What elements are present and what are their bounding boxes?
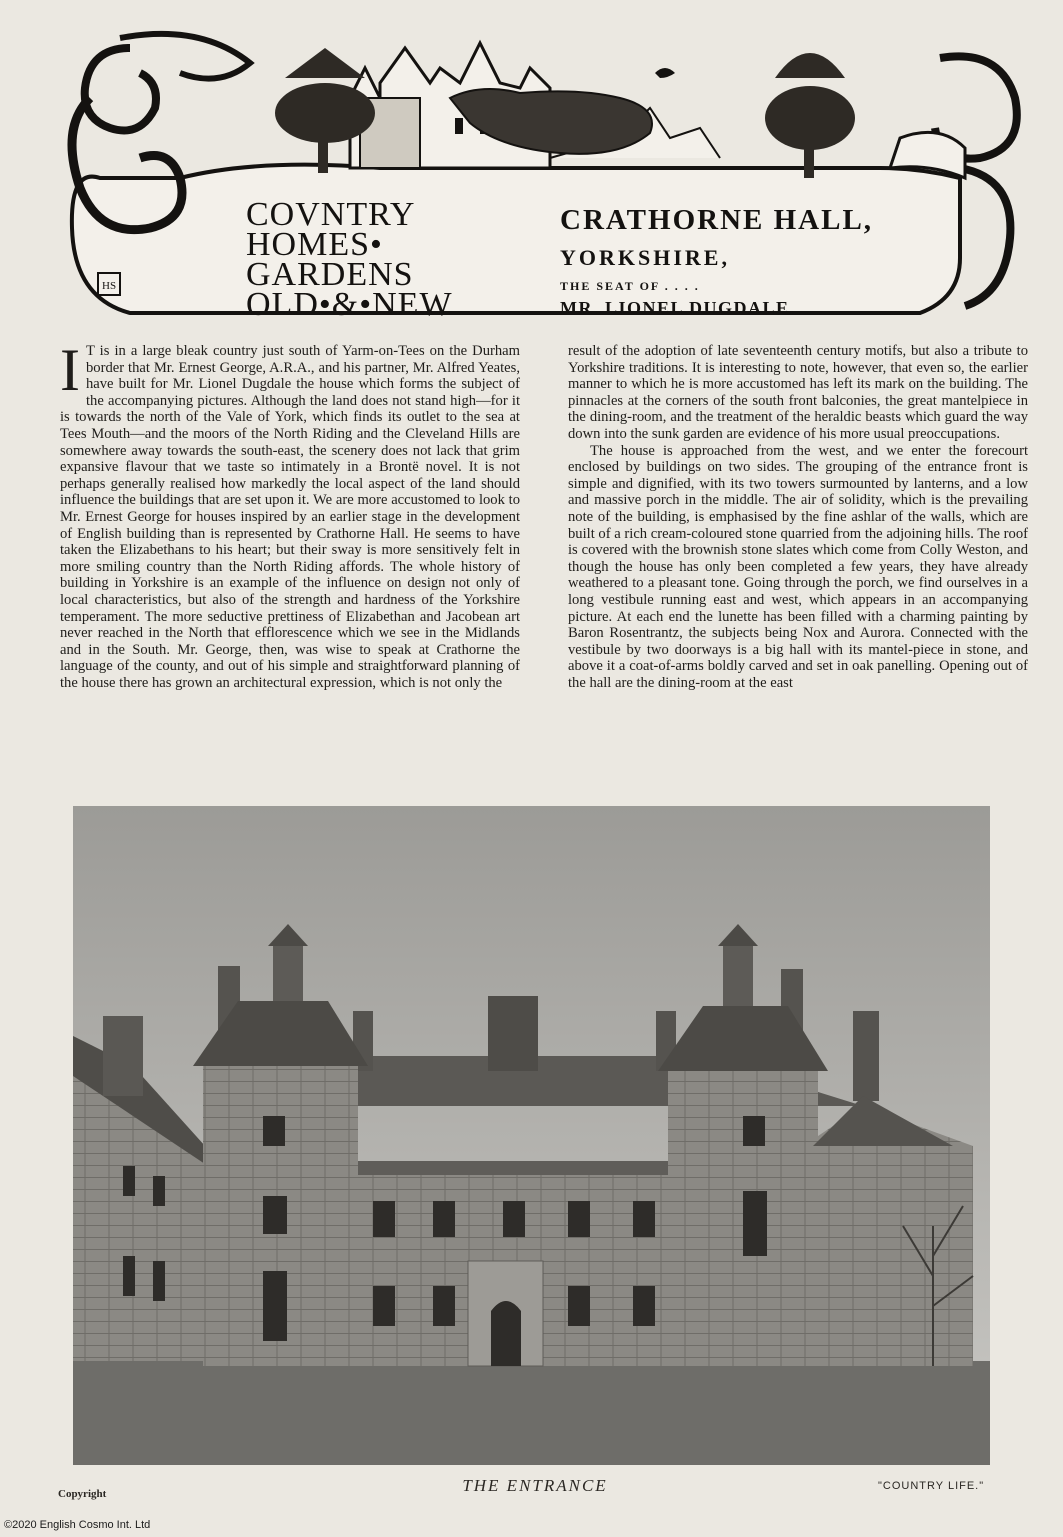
paragraph: The house is approached from the west, and we enter the forecourt enclosed by buildings on two sides. The grouping of the entrance front is simple and dignified, with its two towers surmounted by lanterns, and a low and massive porch in the middle. The air of solidity, which is the prevailing note of the building, is emphasised by the fine ashlar of the walls, which are built of a rich cream-coloured stone quarried from the adjoining hills. The roof is covered with the brownish stone slates which come from Colly Weston, and though the house has only been completed a few years, they have already weathered to a pleasant tone. Going through the porch, we find ourselves in a long vestibule running east and west, which appears in an accompanying picture. At each end the lunette has been filled with a charming painting by Baron Rosentrantz, the subjects being Nox and Aurora. Connected with the vestibule by two doorways is a big hall with its mantel-piece in stone, and above it a coat-of-arms boldly carved and set in oak panelling. Opening out of the hall are the dining-room at the east xyxy=(568,442,1028,691)
paragraph: result of the adoption of late seventeenth century motifs, but also a tribute to Yorkshire traditions. It is interesting to note, however, that even so, the earlier manner to which he is more accustomed has left its mark on the building. The pinnacles at the corners of the south front balconies, the great mantelpiece in the dining-room, and the treatment of the heraldic beasts which guard the way down into the sunk garden are evidence of his more usual preoccupations. xyxy=(568,343,1028,442)
house-facade-image xyxy=(73,806,990,1465)
paragraph xyxy=(60,337,520,691)
owner-name: MR. LIONEL DUGDALE. xyxy=(560,298,796,318)
brand-line: GARDENS xyxy=(246,256,414,293)
brand-line: OLD•&•NEW xyxy=(246,286,453,323)
svg-text:HS: HS xyxy=(102,280,117,292)
article-column-left xyxy=(60,337,520,691)
header-banner xyxy=(60,28,1025,333)
brand-line: COVNTRY xyxy=(246,196,416,233)
article-title: CRATHORNE HALL, xyxy=(560,204,874,236)
copyright-label: Copyright xyxy=(58,1488,107,1500)
paragraph-text: T is in a large bleak country just south of Yarm-on-Tees on the Durham border that Mr. Ernest George, A.R.A., and his partner, Mr. Alfred Yeates, have built for Mr. Lionel Dugdale the house which forms the subject of the accompanying pictures. Although the land does not stand high—for it is towards the north of the Vale of York, which finds its outlet to the sea at Tees Mouth—and the moors of the North Riding and the Cleveland Hills are somewhere away towards the south-east, the scenery does not lack that grim expansive flavour that we taste so intimately in a Brontë novel. It is not perhaps generally realised how markedly the local aspect of the land should influence the buildings that are set upon it. We are more accustomed to look to Mr. Ernest George for houses inspired by an earlier stage in the development of English building than is represented by Crathorne Hall. He seems to have taken the Elizabethans to his heart; but their sway is more sensitively felt in more smiling country than the North Riding affords. The whole history of building in Yorkshire is an example of the influence on design not only of local characteristics, but also of the strength and hardness of the Yorkshire temperament. The more seductive prettiness of Elizabethan and Jacobean art never reached in the North that efflorescence which we see in the Midlands and in the South. Mr. George, then, was wise to speak at Crathorne the language of the county, and out of his simple and straightforward planning of the house there has grown an architectural expression, which is not only the xyxy=(60,343,520,691)
article-title-block xyxy=(560,204,960,319)
article-column-right xyxy=(568,343,1028,691)
watermark: ©2020 English Cosmo Int. Ltd xyxy=(4,1519,151,1531)
seat-line: THE SEAT OF . . . . xyxy=(560,279,700,293)
drop-cap: I xyxy=(60,337,80,403)
entrance-photograph xyxy=(73,806,990,1465)
brand-line: HOMES• xyxy=(246,226,383,263)
photo-caption: THE ENTRANCE xyxy=(462,1476,608,1495)
series-brand xyxy=(246,196,516,323)
photo-credit: "COUNTRY LIFE." xyxy=(878,1480,985,1492)
article-subtitle: YORKSHIRE, xyxy=(560,245,730,270)
